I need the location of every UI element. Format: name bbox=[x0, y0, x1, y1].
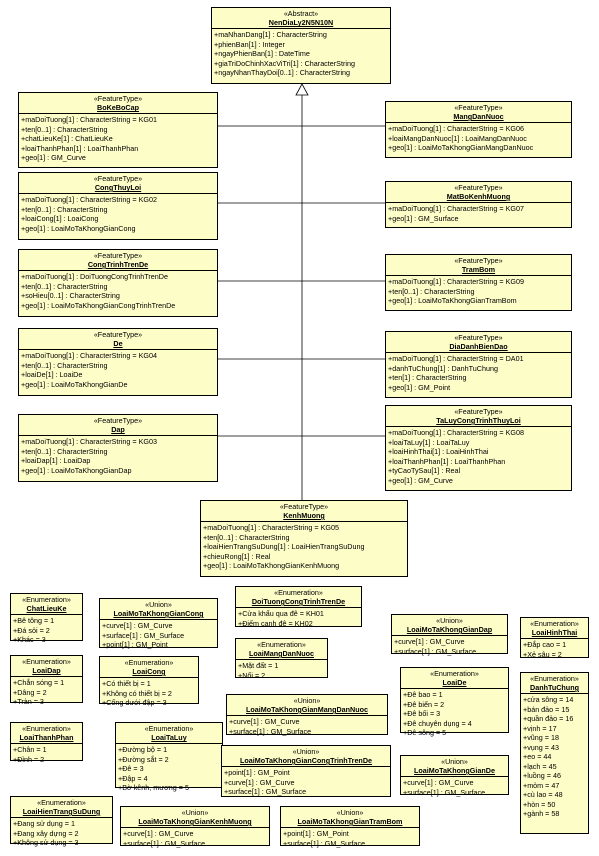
class-dia-danh-bien-dao[interactable] bbox=[385, 331, 572, 398]
class-name: ChatLieuKe bbox=[26, 604, 67, 613]
union-loai-mo-ta-kg-tram-bom[interactable] bbox=[280, 806, 420, 846]
attribute: +geo[1] : LoaiMoTaKhongGianDap bbox=[21, 465, 132, 475]
attribute: +loaiThanhPhan[1] : LoaiThanhPhan bbox=[388, 456, 506, 466]
enum-loai-dap[interactable] bbox=[10, 655, 83, 706]
stereotype: «Enumeration» bbox=[22, 657, 71, 666]
class-ta-luy-cong-trinh-thuy-loi[interactable] bbox=[385, 405, 572, 491]
attribute: +tyCaoTySau[1] : Real bbox=[388, 466, 461, 475]
attribute: +geo[1] : GM_Point bbox=[388, 382, 451, 392]
attribute: +bán đảo = 15 bbox=[523, 704, 570, 714]
attribute: +chieuRong[1] : Real bbox=[203, 551, 271, 561]
attribute: +loaiDap[1] : LoaiDap bbox=[21, 456, 91, 465]
attribute: +Đê = 3 bbox=[118, 764, 144, 773]
attribute: +curve[1] : GM_Curve bbox=[102, 621, 173, 630]
attribute: +geo[1] : LoaiMoTaKhongGianMangDanNuoc bbox=[388, 143, 534, 152]
attribute: +loaiHienTrangSuDung[1] : LoaiHienTrangSuDung bbox=[203, 542, 365, 551]
union-loai-mo-ta-kg-de[interactable] bbox=[400, 755, 509, 795]
attribute: +phienBan[1] : Integer bbox=[214, 39, 285, 49]
attribute: +maDoiTuong[1] : CharacterString = DA01 bbox=[388, 354, 524, 363]
attribute: +Đập = 4 bbox=[118, 773, 148, 783]
attribute: +Đê bối = 3 bbox=[403, 709, 441, 718]
class-name: LoaiCong bbox=[132, 667, 166, 676]
attribute: +Cửa khẩu qua đê = KH01 bbox=[238, 609, 324, 618]
attribute: +Bê tông = 1 bbox=[13, 616, 55, 625]
enum-loai-ta-luy[interactable] bbox=[115, 722, 223, 792]
enum-loai-thanh-phan[interactable] bbox=[10, 722, 83, 764]
attribute: +Khác = 3 bbox=[13, 635, 46, 644]
stereotype: «Enumeration» bbox=[530, 674, 579, 683]
attribute: +danhTuChung[1] : DanhTuChung bbox=[388, 363, 498, 373]
enum-loai-de[interactable] bbox=[400, 667, 509, 737]
attribute: +Nổi = 2 bbox=[238, 670, 266, 680]
attribute: +ngayNhanThayDoi[0..1] : CharacterString bbox=[214, 68, 351, 77]
class-mat-bo-kenh-muong[interactable] bbox=[385, 181, 572, 228]
class-de[interactable] bbox=[18, 328, 218, 396]
class-name: CongThuyLoi bbox=[94, 183, 142, 192]
attribute: +maDoiTuong[1] : CharacterString = KG03 bbox=[21, 437, 157, 446]
attribute: +loaiThanhPhan[1] : LoaiThanhPhan bbox=[21, 143, 139, 153]
class-name: MangDanNuoc bbox=[453, 112, 504, 121]
stereotype: «FeatureType» bbox=[93, 330, 143, 339]
union-loai-mo-ta-kg-mang-dan-nuoc[interactable] bbox=[226, 694, 388, 735]
attribute: +surface[1] : GM_Surface bbox=[123, 838, 206, 848]
class-nen-dia-ly[interactable] bbox=[211, 7, 391, 84]
attribute: +ten[0..1] : CharacterString bbox=[21, 360, 108, 370]
attribute: +Dâng = 2 bbox=[13, 687, 47, 697]
class-name: MatBoKenhMuong bbox=[446, 192, 511, 201]
class-name: LoaiDap bbox=[32, 666, 61, 675]
stereotype: «Union» bbox=[293, 696, 321, 705]
attribute: +ten[0..1] : CharacterString bbox=[388, 286, 475, 296]
attribute: +curve[1] : GM_Curve bbox=[123, 829, 194, 838]
union-loai-mo-ta-kg-ct-tren-de[interactable] bbox=[221, 745, 391, 797]
union-loai-mo-ta-kg-kenh-muong[interactable] bbox=[120, 806, 270, 846]
class-name: DanhTuChung bbox=[530, 683, 579, 692]
stereotype: «FeatureType» bbox=[93, 416, 143, 425]
class-tram-bom[interactable] bbox=[385, 254, 572, 311]
attribute: +cửa sông = 14 bbox=[523, 695, 574, 704]
attribute: +geo[1] : GM_Curve bbox=[388, 475, 453, 485]
stereotype: «Union» bbox=[292, 747, 320, 756]
class-name: LoaiTaLuy bbox=[151, 733, 187, 742]
attribute: +Đỉnh = 2 bbox=[13, 754, 45, 764]
class-name: LoaiMoTaKhongGianDap bbox=[406, 625, 493, 634]
attribute: +eo = 44 bbox=[523, 752, 552, 761]
class-name: TramBom bbox=[461, 265, 496, 274]
attribute: +loaiCong[1] : LoaiCong bbox=[21, 214, 99, 223]
attribute: +Bờ kênh, mương = 5 bbox=[118, 783, 189, 792]
stereotype: «Union» bbox=[181, 808, 209, 817]
attribute: +hòn = 50 bbox=[523, 799, 556, 809]
attribute: +surface[1] : GM_Surface bbox=[102, 630, 185, 640]
class-name: Dap bbox=[111, 425, 125, 434]
stereotype: «Enumeration» bbox=[124, 658, 174, 667]
attribute: +maDoiTuong[1] : CharacterString = KG05 bbox=[203, 523, 339, 532]
attribute: +curve[1] : GM_Curve bbox=[394, 637, 465, 646]
attribute: +ten[0..1] : CharacterString bbox=[21, 446, 108, 456]
stereotype: «FeatureType» bbox=[93, 174, 143, 183]
attribute: +loaiTaLuy[1] : LoaiTaLuy bbox=[388, 437, 470, 447]
class-kenh-muong[interactable] bbox=[200, 500, 408, 577]
class-name: LoaiMoTaKhongGianDe bbox=[414, 766, 495, 775]
attribute: +chatLieuKe[1] : ChatLieuKe bbox=[21, 134, 113, 143]
attribute: +maDoiTuong[1] : CharacterString = KG06 bbox=[388, 124, 524, 133]
attribute: +Xẻ sâu = 2 bbox=[523, 649, 562, 659]
attribute: +point[1] : GM_Point bbox=[283, 829, 349, 838]
attribute: +loaiMangDanNuoc[1] : LoaiMangDanNuoc bbox=[388, 133, 527, 143]
attribute: +curve[1] : GM_Curve bbox=[229, 717, 300, 726]
union-loai-mo-ta-kg-dap[interactable] bbox=[391, 614, 508, 654]
attribute: +maDoiTuong[1] : CharacterString = KG09 bbox=[388, 277, 524, 286]
stereotype: «Union» bbox=[436, 616, 463, 625]
class-name: BoKeBoCap bbox=[97, 103, 139, 112]
attribute: +ngayPhienBan[1] : DateTime bbox=[214, 49, 310, 58]
class-cong-trinh-tren-de[interactable] bbox=[18, 249, 218, 317]
class-name: LoaiMoTaKhongGianCongTrinhTrenDe bbox=[239, 756, 373, 765]
attribute: +maDoiTuong[1] : CharacterString = KG01 bbox=[21, 115, 157, 124]
class-name: LoaiThanhPhan bbox=[19, 733, 74, 742]
generalization-arrowhead bbox=[296, 84, 308, 95]
attribute: +surface[1] : GM_Surface bbox=[394, 646, 477, 656]
attribute: +giaTriDoChinhXacViTri[1] : CharacterString bbox=[214, 58, 355, 68]
class-mang-dan-nuoc[interactable] bbox=[385, 101, 572, 158]
class-dap[interactable] bbox=[18, 414, 218, 482]
attribute: +Không có thiết bị = 2 bbox=[102, 688, 172, 698]
stereotype: «Enumeration» bbox=[144, 724, 194, 733]
stereotype: «FeatureType» bbox=[93, 251, 143, 260]
enum-danh-tu-chung[interactable] bbox=[520, 672, 589, 834]
attribute: +geo[1] : LoaiMoTaKhongGianDe bbox=[21, 379, 128, 389]
attribute: +ten[0..1] : CharacterString bbox=[21, 124, 108, 134]
attribute: +Đang xây dựng = 2 bbox=[13, 828, 79, 838]
stereotype: «FeatureType» bbox=[454, 103, 503, 112]
attribute: +gành = 58 bbox=[523, 809, 560, 818]
attribute: +geo[1] : GM_Surface bbox=[388, 213, 459, 223]
attribute: +loaiDe[1] : LoaiDe bbox=[21, 370, 83, 379]
attribute: +maDoiTuong[1] : DoiTuongCongTrinhTrenDe bbox=[21, 272, 168, 281]
union-loai-mo-ta-kg-cong[interactable] bbox=[99, 598, 218, 648]
class-name: LoaiMoTaKhongGianKenhMuong bbox=[138, 817, 252, 826]
attribute: +Tràn = 3 bbox=[13, 697, 44, 706]
class-name: LoaiMoTaKhongGianTramBom bbox=[297, 817, 403, 826]
attribute: +Đê biển = 2 bbox=[403, 699, 445, 709]
attribute: +Đá sỏi = 2 bbox=[13, 625, 50, 635]
class-name: De bbox=[113, 339, 123, 348]
class-name: LoaiHienTrangSuDung bbox=[22, 807, 101, 816]
attribute: +surface[1] : GM_Surface bbox=[224, 787, 307, 796]
stereotype: «Enumeration» bbox=[22, 724, 71, 733]
attribute: +maDoiTuong[1] : CharacterString = KG07 bbox=[388, 204, 524, 213]
attribute: +cù lao = 48 bbox=[523, 790, 563, 799]
stereotype: «Enumeration» bbox=[37, 798, 86, 807]
enum-loai-hien-trang-su-dung[interactable] bbox=[10, 796, 113, 847]
attribute: +mỏm = 47 bbox=[523, 780, 560, 790]
attribute: +geo[1] : GM_Curve bbox=[21, 153, 86, 162]
enum-loai-mang-dan-nuoc[interactable] bbox=[235, 638, 328, 678]
attribute: +quần đảo = 16 bbox=[523, 714, 574, 723]
attribute: +Chắn sóng = 1 bbox=[13, 678, 65, 687]
enum-loai-cong[interactable] bbox=[99, 656, 199, 707]
stereotype: «Enumeration» bbox=[274, 588, 323, 597]
attribute: +surface[1] : GM_Surface bbox=[403, 787, 486, 797]
attribute: +Đắp cao = 1 bbox=[523, 640, 567, 649]
enum-loai-hinh-thai[interactable] bbox=[520, 617, 589, 658]
attribute: +ten[0..1] : CharacterString bbox=[203, 532, 290, 542]
attribute: +vũng = 18 bbox=[523, 733, 559, 742]
attribute: +Đê chuyên dụng = 4 bbox=[403, 718, 472, 728]
class-name: DoiTuongCongTrinhTrenDe bbox=[251, 597, 346, 606]
attribute: +point[1] : GM_Point bbox=[224, 768, 290, 777]
attribute: +vụng = 43 bbox=[523, 742, 559, 752]
attribute: +maDoiTuong[1] : CharacterString = KG08 bbox=[388, 428, 524, 437]
attribute: +geo[1] : LoaiMoTaKhongGianKenhMuong bbox=[203, 561, 340, 570]
stereotype: «Enumeration» bbox=[257, 640, 306, 649]
class-name: LoaiMangDanNuoc bbox=[248, 649, 315, 658]
attribute: +Đê sông = 5 bbox=[403, 728, 447, 737]
attribute: +geo[1] : LoaiMoTaKhongGianCongTrinhTrenDe bbox=[21, 300, 176, 310]
enum-doi-tuong-ct-tren-de[interactable] bbox=[235, 586, 362, 627]
stereotype: «FeatureType» bbox=[454, 183, 503, 192]
attribute: +geo[1] : LoaiMoTaKhongGianCong bbox=[21, 223, 136, 233]
stereotype: «FeatureType» bbox=[279, 502, 329, 511]
stereotype: «Union» bbox=[336, 808, 364, 817]
attribute: +Đê bao = 1 bbox=[403, 690, 443, 699]
attribute: +loaiHinhThai[1] : LoaiHinhThai bbox=[388, 447, 489, 456]
attribute: +lạch = 45 bbox=[523, 761, 557, 771]
class-name: LoaiHinhThai bbox=[531, 628, 578, 637]
stereotype: «Enumeration» bbox=[22, 595, 71, 604]
attribute: +Đang sử dụng = 1 bbox=[13, 819, 75, 828]
class-name: LoaiDe bbox=[442, 678, 467, 687]
class-cong-thuy-loi[interactable] bbox=[18, 172, 218, 240]
attribute: +luồng = 46 bbox=[523, 771, 561, 780]
attribute: +Có thiết bị = 1 bbox=[102, 679, 151, 688]
attribute: +Mặt đất = 1 bbox=[238, 661, 279, 670]
attribute: +vịnh = 17 bbox=[523, 723, 557, 733]
attribute: +Chân = 1 bbox=[13, 745, 47, 754]
stereotype: «FeatureType» bbox=[454, 256, 503, 265]
attribute: +maDoiTuong[1] : CharacterString = KG02 bbox=[21, 195, 157, 204]
class-name: KenhMuong bbox=[283, 511, 325, 520]
class-name: DiaDanhBienDao bbox=[449, 342, 508, 351]
stereotype: «Enumeration» bbox=[530, 619, 579, 628]
attribute: +curve[1] : GM_Curve bbox=[224, 777, 295, 787]
enum-chat-lieu-ke[interactable] bbox=[10, 593, 83, 644]
attribute: +point[1] : GM_Point bbox=[102, 640, 168, 649]
class-name: LoaiMoTaKhongGianCong bbox=[113, 609, 204, 618]
stereotype: «Union» bbox=[145, 600, 172, 609]
stereotype: «FeatureType» bbox=[454, 407, 503, 416]
stereotype: «Abstract» bbox=[283, 9, 319, 18]
attribute: +surface[1] : GM_Surface bbox=[229, 726, 312, 736]
attribute: +geo[1] : LoaiMoTaKhongGianTramBom bbox=[388, 296, 517, 305]
attribute: +ten[1] : CharacterString bbox=[388, 373, 467, 382]
stereotype: «FeatureType» bbox=[454, 333, 503, 342]
attribute: +maNhanDang[1] : CharacterString bbox=[214, 30, 327, 39]
attribute: +ten[0..1] : CharacterString bbox=[21, 204, 108, 214]
attribute: +Đường bộ = 1 bbox=[118, 745, 168, 754]
attribute: +Cống dưới đập = 3 bbox=[102, 698, 167, 707]
class-name: TaLuyCongTrinhThuyLoi bbox=[436, 416, 521, 425]
stereotype: «Enumeration» bbox=[430, 669, 479, 678]
attribute: +Không sử dụng = 3 bbox=[13, 838, 79, 847]
attribute: +maDoiTuong[1] : CharacterString = KG04 bbox=[21, 351, 157, 360]
attribute: +soHieu[0..1] : CharacterString bbox=[21, 291, 120, 300]
attribute: +Điếm canh đê = KH02 bbox=[238, 618, 313, 628]
attribute: +ten[0..1] : CharacterString bbox=[21, 281, 108, 291]
class-name: LoaiMoTaKhongGianMangDanNuoc bbox=[245, 705, 369, 714]
class-bo-ke-bo-cap[interactable] bbox=[18, 92, 218, 168]
attribute: +Đường sắt = 2 bbox=[118, 754, 169, 764]
attribute: +curve[1] : GM_Curve bbox=[403, 778, 474, 787]
stereotype: «FeatureType» bbox=[93, 94, 143, 103]
attribute: +surface[1] : GM_Surface bbox=[283, 838, 366, 848]
class-name: CongTrinhTrenDe bbox=[87, 260, 149, 269]
stereotype: «Union» bbox=[441, 757, 468, 766]
class-name: NenDiaLy2N5N10N bbox=[268, 18, 334, 27]
